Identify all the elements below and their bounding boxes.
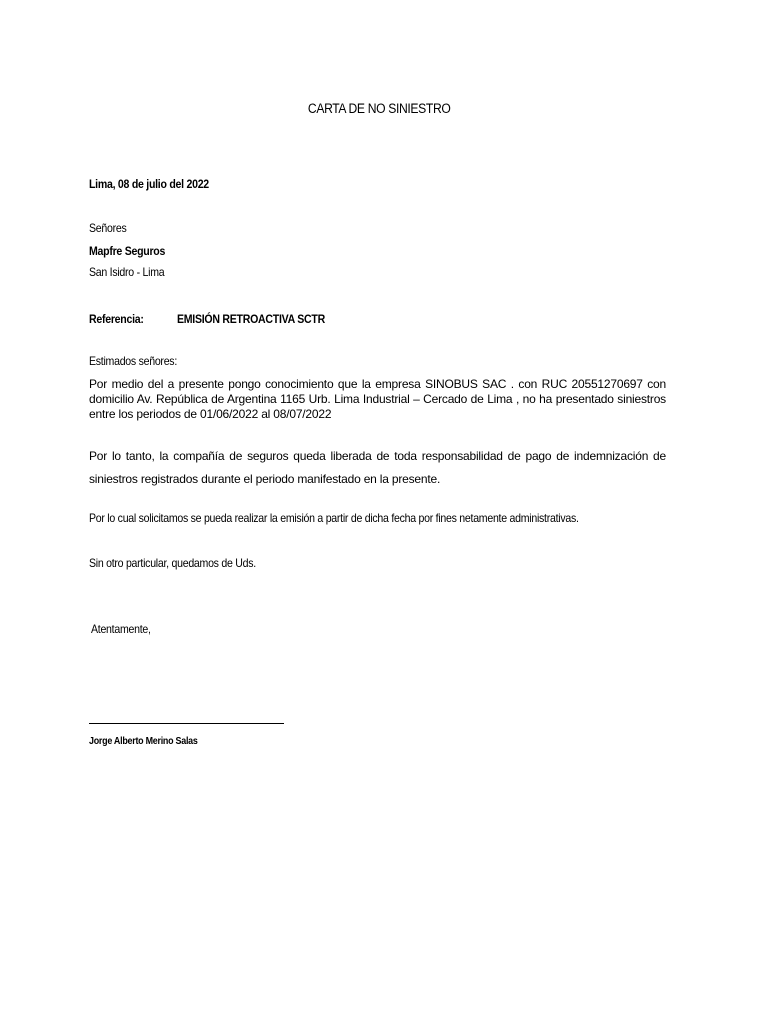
recipient-location: San Isidro - Lima: [89, 265, 165, 279]
paragraph-request: Por lo cual solicitamos se pueda realizar la emisión a partir de dicha fecha por fines netamente administrativas.: [89, 511, 579, 525]
paragraph-notice-text: Por medio del a presente pongo conocimiento que la empresa SINOBUS SAC . con RUC 20551270697 con domicilio Av. República de Argentina 1165 Urb. Lima Industrial – Cercado de Lima , no ha presentado siniestros entre los periodos de 01/06/2022 al 08/07/2022: [89, 377, 666, 421]
paragraph-liability: [89, 445, 666, 491]
closing-line: Sin otro particular, quedamos de Uds.: [89, 556, 256, 570]
signature-line: [89, 723, 284, 724]
signatory-name: Jorge Alberto Merino Salas: [89, 735, 198, 747]
document-title: [0, 101, 758, 116]
recipient-name: Mapfre Seguros: [89, 244, 166, 258]
reference-value: EMISIÓN RETROACTIVA SCTR: [177, 312, 325, 326]
sign-off: Atentamente,: [91, 622, 151, 636]
reference-label: Referencia:: [89, 312, 144, 326]
document-title-text: CARTA DE NO SINIESTRO: [307, 101, 451, 116]
paragraph-liability-text: Por lo tanto, la compañía de seguros queda liberada de toda responsabilidad de pago de indemnización de siniestros registrados durante el periodo manifestado en la presente.: [89, 449, 666, 486]
date-line: Lima, 08 de julio del 2022: [89, 177, 209, 191]
paragraph-notice: [89, 377, 666, 422]
salutation-prefix: Señores: [89, 221, 127, 235]
greeting: Estimados señores:: [89, 354, 177, 368]
